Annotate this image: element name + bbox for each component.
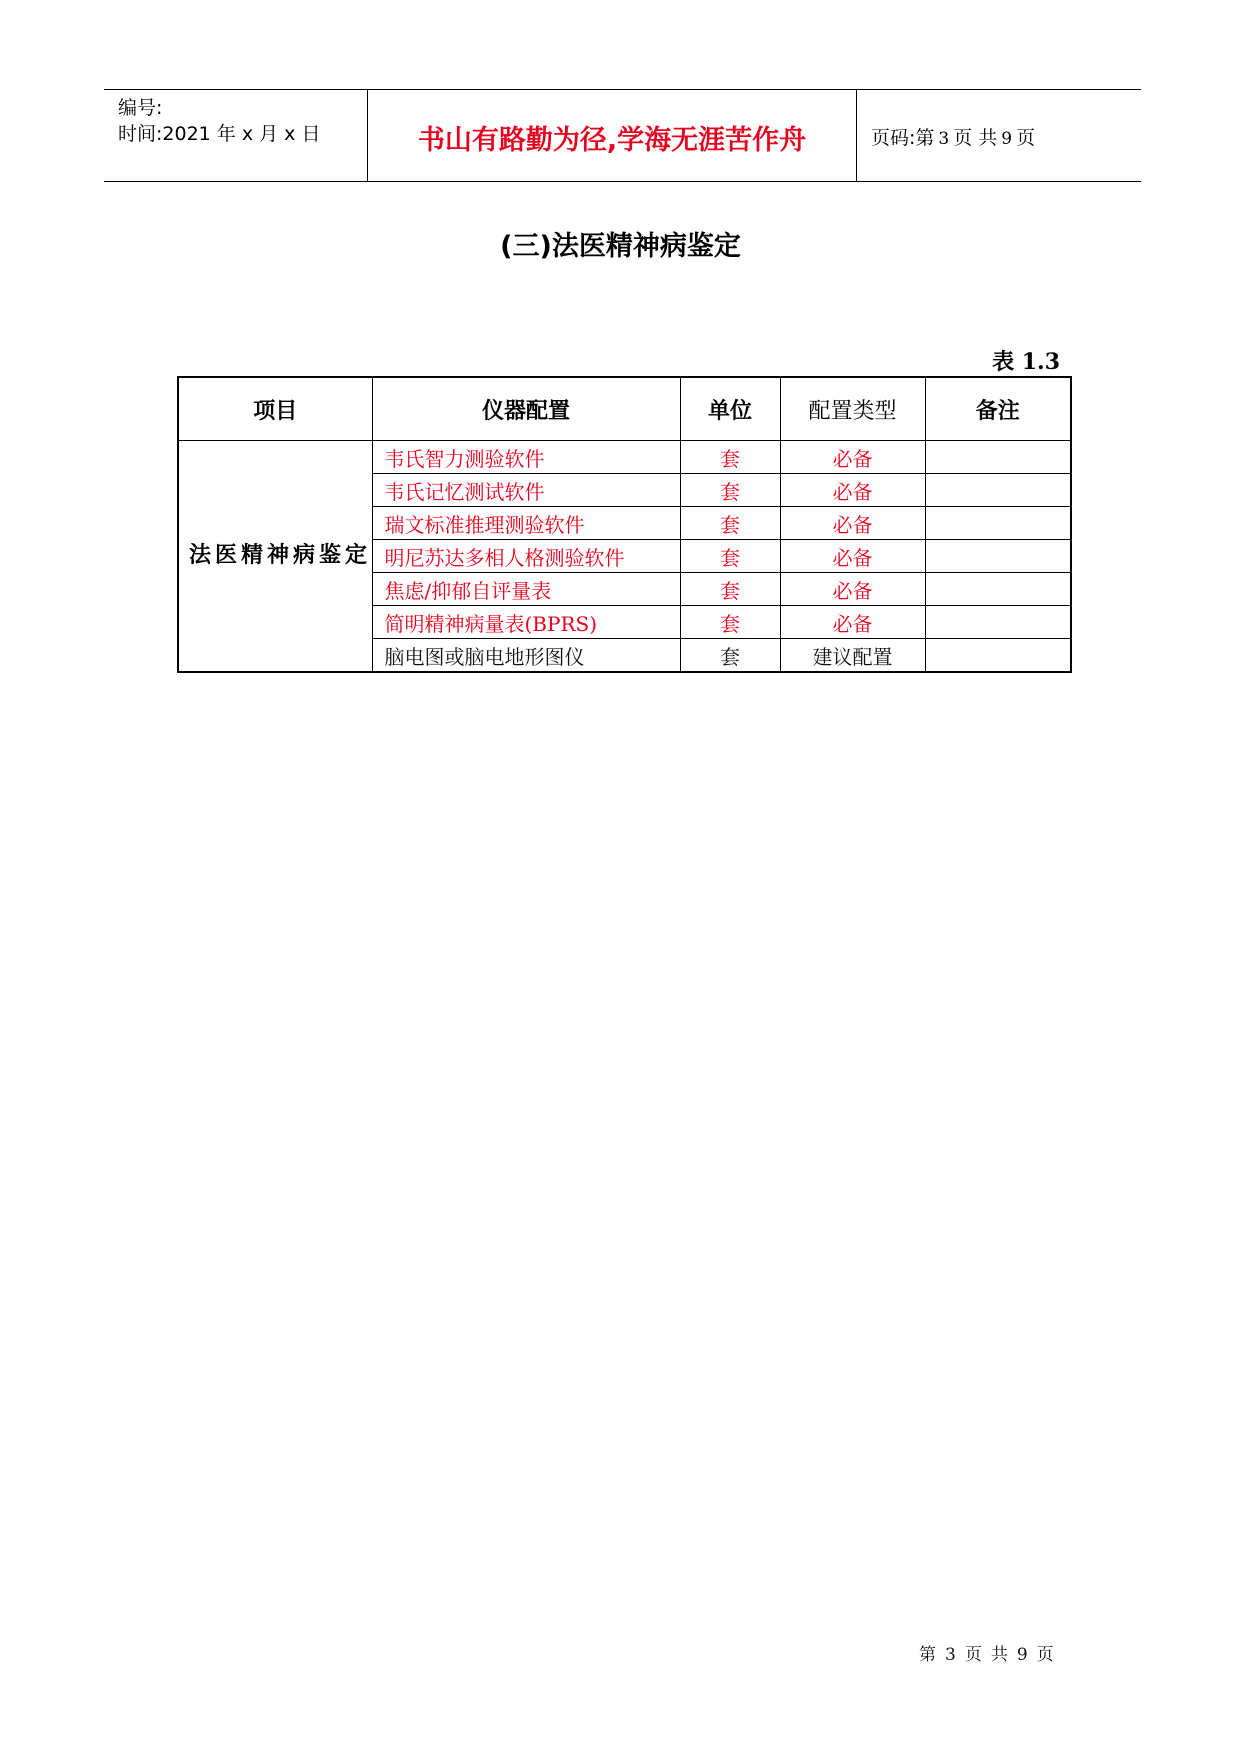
note-cell	[925, 540, 1071, 573]
unit-cell: 套	[680, 540, 780, 573]
header-page-total: 9	[1001, 129, 1013, 149]
header-page-indicator	[871, 123, 1035, 150]
footer-page-current: 3	[945, 1645, 956, 1665]
config-type-cell: 必备	[780, 507, 925, 540]
equipment-cell: 明尼苏达多相人格测验软件	[372, 540, 680, 573]
config-type-cell: 必备	[780, 441, 925, 474]
section-title: (三)法医精神病鉴定	[500, 231, 741, 262]
config-type-cell: 必备	[780, 606, 925, 639]
header-page-cell	[857, 90, 1141, 181]
column-header-equipment: 仪器配置	[372, 377, 680, 441]
note-cell	[925, 441, 1071, 474]
unit-cell: 套	[680, 639, 780, 673]
header-meta-cell	[104, 90, 368, 181]
unit-cell: 套	[680, 441, 780, 474]
equipment-cell: 焦虑/抑郁自评量表	[372, 573, 680, 606]
header-motto-cell	[368, 90, 857, 181]
footer-total-label: 共	[990, 1645, 1008, 1665]
header-motto: 书山有路勤为径,学海无涯苦作舟	[417, 125, 807, 156]
config-type-cell: 必备	[780, 540, 925, 573]
note-cell	[925, 573, 1071, 606]
table-header-row	[178, 377, 1071, 441]
header-page-prefix: 页码:第	[871, 127, 935, 149]
note-cell	[925, 474, 1071, 507]
footer-page-label: 页	[964, 1645, 982, 1665]
equipment-cell: 脑电图或脑电地形图仪	[372, 639, 680, 673]
note-cell	[925, 606, 1071, 639]
table-row	[178, 441, 1071, 474]
page-header	[104, 89, 1141, 182]
unit-cell: 套	[680, 573, 780, 606]
footer-suffix: 页	[1036, 1645, 1054, 1665]
equipment-cell: 韦氏记忆测试软件	[372, 474, 680, 507]
equipment-table	[177, 376, 1072, 673]
column-header-config-type: 配置类型	[780, 377, 925, 441]
footer-prefix: 第	[919, 1645, 936, 1665]
header-page-suffix: 页	[1016, 127, 1036, 149]
config-type-cell: 建议配置	[780, 639, 925, 673]
equipment-cell: 简明精神病量表(BPRS)	[372, 606, 680, 639]
header-page-mid: 页 共	[953, 127, 998, 149]
table-caption: 表 1.3	[992, 349, 1060, 375]
equipment-cell: 瑞文标准推理测验软件	[372, 507, 680, 540]
document-time-label: 时间:2021 年 x 月 x 日	[118, 123, 321, 145]
unit-cell: 套	[680, 606, 780, 639]
column-header-project: 项目	[178, 377, 372, 441]
note-cell	[925, 507, 1071, 540]
config-type-cell: 必备	[780, 474, 925, 507]
unit-cell: 套	[680, 474, 780, 507]
category-cell: 法医精神病鉴定	[178, 441, 372, 673]
document-number-label: 编号:	[118, 97, 163, 119]
column-header-note: 备注	[925, 377, 1071, 441]
unit-cell: 套	[680, 507, 780, 540]
equipment-cell: 韦氏智力测验软件	[372, 441, 680, 474]
column-header-unit: 单位	[680, 377, 780, 441]
page-footer	[919, 1640, 1063, 1665]
footer-page-total: 9	[1016, 1645, 1028, 1665]
header-page-current: 3	[938, 129, 950, 149]
config-type-cell: 必备	[780, 573, 925, 606]
note-cell	[925, 639, 1071, 673]
